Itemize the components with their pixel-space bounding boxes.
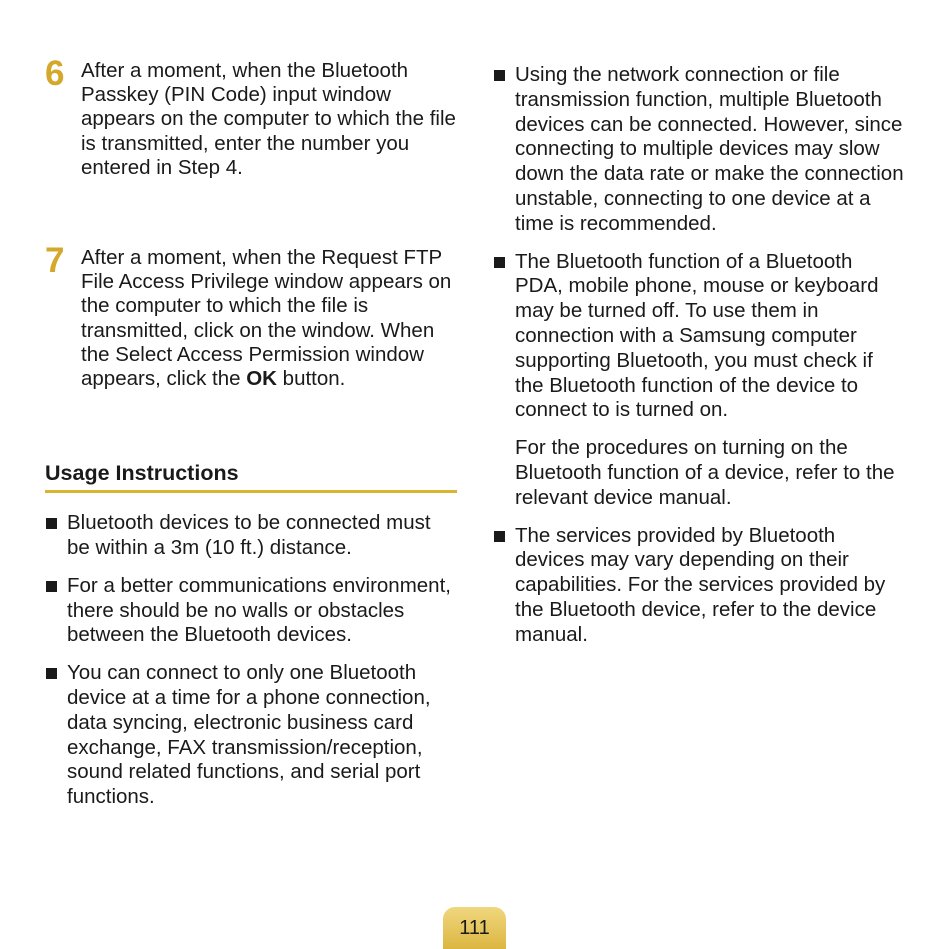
list-item-note: For the procedures on turning on the Bluetooth function of a device, refer to the relevant device manual. bbox=[515, 436, 895, 509]
step-6 bbox=[45, 54, 457, 180]
list-item-text: For a better communications environment, there should be no walls or obstacles between the Bluetooth devices. bbox=[67, 573, 451, 647]
square-bullet-icon bbox=[46, 518, 57, 529]
square-bullet-icon bbox=[46, 581, 57, 592]
list-item-text: Using the network connection or file transmission function, multiple Bluetooth devices can be connected. However, since connecting to multiple devices may slow down the data rate or make the connection unstable, connecting to one device at a time is recommended. bbox=[515, 63, 904, 235]
square-bullet-icon bbox=[46, 668, 57, 679]
list-item bbox=[45, 661, 457, 810]
left-column bbox=[45, 54, 457, 823]
list-item bbox=[493, 63, 905, 237]
list-item-text: You can connect to only one Bluetooth device at a time for a phone connection, data syncing, electronic business card exchange, FAX transmission/reception, sound related functions, and serial port functions. bbox=[67, 661, 431, 809]
step-text-end: button. bbox=[276, 367, 346, 391]
square-bullet-icon bbox=[494, 70, 505, 81]
step-text-start: After a moment, when the Request FTP File Access Privilege window appears on the computer to which the file is transmitted, click on the window. When the Select Access Permission window appears, click the bbox=[81, 246, 452, 391]
page-number-tab bbox=[443, 907, 506, 949]
list-item-text: The services provided by Bluetooth devices may vary depending on their capabilities. For the services provided by the Bluetooth device, refer to the device manual. bbox=[515, 523, 886, 646]
list-item bbox=[493, 524, 905, 648]
list-item-text: Bluetooth devices to be connected must be within a 3m (10 ft.) distance. bbox=[67, 511, 431, 560]
step-number: 6 bbox=[45, 54, 65, 93]
list-item bbox=[45, 511, 457, 561]
usage-instructions-heading: Usage Instructions bbox=[45, 461, 457, 493]
list-item-text: The Bluetooth function of a Bluetooth PDA, mobile phone, mouse or keyboard may be turned off. To use them in connection with a Samsung computer supporting Bluetooth, you must check if the Bluetooth function of the device to connect to is turned on. bbox=[515, 249, 879, 422]
list-item bbox=[493, 250, 905, 511]
step-number: 7 bbox=[45, 241, 65, 281]
page-number: 111 bbox=[459, 917, 490, 939]
notes-list bbox=[493, 63, 905, 648]
square-bullet-icon bbox=[494, 531, 505, 542]
step-text: After a moment, when the Bluetooth Passkey (PIN Code) input window appears on the computer to which the file is transmitted, enter the number you entered in Step 4. bbox=[81, 59, 456, 179]
right-column bbox=[493, 63, 905, 661]
step-7 bbox=[45, 241, 457, 391]
list-item bbox=[45, 574, 457, 648]
ok-button-reference: OK bbox=[246, 367, 277, 391]
square-bullet-icon bbox=[494, 257, 505, 268]
usage-list bbox=[45, 511, 457, 810]
